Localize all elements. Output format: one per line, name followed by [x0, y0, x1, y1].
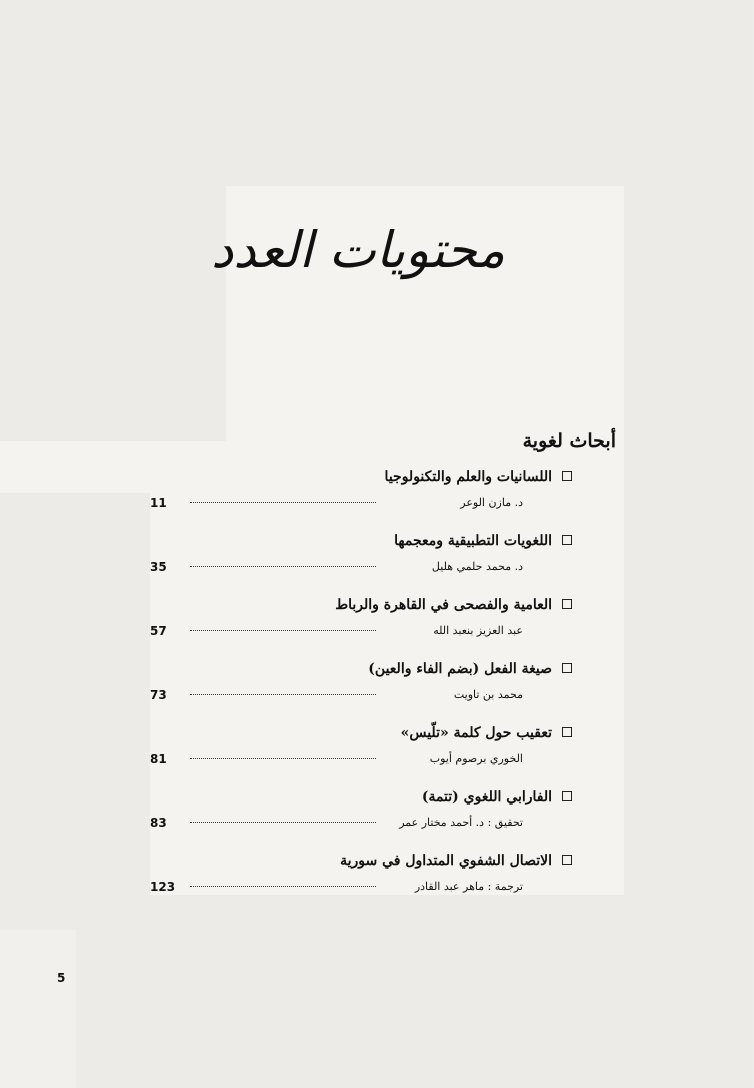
- checkbox-icon: [562, 599, 572, 609]
- toc-entry: [150, 658, 580, 710]
- entry-author: د. محمد حلمي هليل: [431, 560, 523, 573]
- paper-background-corner: [0, 930, 76, 1088]
- toc-entry: [150, 466, 580, 518]
- dotted-leader: [190, 886, 376, 887]
- dotted-leader: [190, 630, 376, 631]
- entry-title: صيغة الفعل (بضم الفاء والعين): [368, 661, 552, 677]
- entry-page-number: 11: [150, 496, 167, 510]
- entry-author: محمد بن تاويت: [453, 688, 523, 701]
- toc-entry: [150, 594, 580, 646]
- entry-page-number: 73: [150, 688, 167, 702]
- entry-page-number: 35: [150, 560, 167, 574]
- entry-page-number: 83: [150, 816, 167, 830]
- checkbox-icon: [562, 471, 572, 481]
- entry-title: الاتصال الشفوي المتداول في سورية: [340, 853, 552, 869]
- entry-title: تعقيب حول كلمة «تلّيس»: [400, 725, 552, 741]
- dotted-leader: [190, 502, 376, 503]
- toc-entry: [150, 530, 580, 582]
- dotted-leader: [190, 822, 376, 823]
- entry-author: الخوري برصوم أيوب: [429, 752, 523, 765]
- checkbox-icon: [562, 663, 572, 673]
- dotted-leader: [190, 694, 376, 695]
- checkbox-icon: [562, 855, 572, 865]
- dotted-leader: [190, 566, 376, 567]
- entry-title: اللغويات التطبيقية ومعجمها: [394, 533, 552, 549]
- checkbox-icon: [562, 727, 572, 737]
- page-title: محتويات العدد: [211, 221, 505, 279]
- folio-page-number: 5: [57, 971, 66, 985]
- entry-author: ترجمة : ماهر عبد القادر: [414, 880, 523, 893]
- entry-author: عبد العزيز بنعبد الله: [433, 624, 523, 637]
- entry-title: العامية والفصحى في القاهرة والرباط: [335, 597, 552, 613]
- dotted-leader: [190, 758, 376, 759]
- toc-entry: [150, 850, 580, 902]
- entry-author: تحقيق : د. أحمد مختار عمر: [399, 816, 523, 829]
- checkbox-icon: [562, 535, 572, 545]
- toc-entry: [150, 722, 580, 774]
- entry-page-number: 123: [150, 880, 176, 894]
- entry-title: اللسانيات والعلم والتكنولوجيا: [384, 469, 552, 485]
- toc-entry: [150, 786, 580, 838]
- section-title: أبحاث لغوية: [522, 430, 616, 452]
- checkbox-icon: [562, 791, 572, 801]
- entry-page-number: 57: [150, 624, 167, 638]
- entry-page-number: 81: [150, 752, 167, 766]
- entry-title: الفارابي اللغوي (تتمة): [421, 789, 552, 805]
- entry-author: د. مازن الوعر: [460, 496, 523, 509]
